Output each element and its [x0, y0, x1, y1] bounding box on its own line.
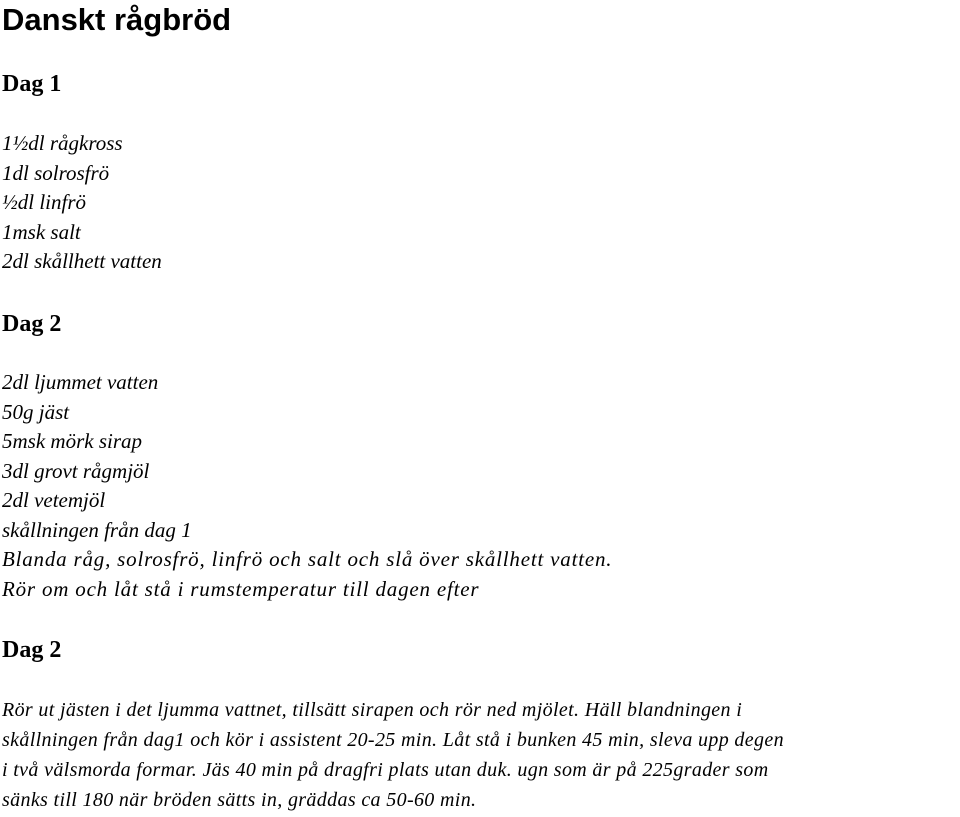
ingredient-list-day-2	[2, 368, 192, 545]
instruction-line: skållningen från dag1 och kör i assistent 20-25 min. Låt stå i bunken 45 min, sleva upp degen	[2, 729, 784, 751]
instruction-line: Rör om och låt stå i rumstemperatur till dagen efter	[2, 576, 480, 601]
instruction-line: sänks till 180 när bröden sätts in, gräddas ca 50-60 min.	[2, 789, 477, 811]
instruction-line: Rör ut jästen i det ljumma vattnet, tillsätt sirapen och rör ned mjölet. Häll blandningen i	[2, 699, 743, 721]
page-title: Danskt rågbröd	[2, 2, 232, 37]
section-heading-day-2-second: Dag 2	[2, 637, 62, 663]
ingredient-list-day-1	[2, 129, 162, 277]
ingredient-item: skållningen från dag 1	[2, 517, 192, 542]
instruction-line: i två välsmorda formar. Jäs 40 min på dragfri plats utan duk. ugn som är på 225grader som	[2, 759, 769, 781]
ingredient-item: 50g jäst	[2, 399, 70, 424]
instructions-day-2	[2, 695, 784, 815]
ingredient-item: 2dl skållhett vatten	[2, 249, 162, 273]
ingredient-item: 3dl grovt rågmjöl	[2, 458, 150, 483]
instructions-day-1	[2, 545, 612, 604]
ingredient-item: ½dl linfrö	[2, 190, 87, 214]
ingredient-item: 2dl ljummet vatten	[2, 370, 159, 394]
ingredient-item: 2dl vetemjöl	[2, 488, 106, 512]
ingredient-item: 1dl solrosfrö	[2, 160, 110, 185]
ingredient-item: 5msk mörk sirap	[2, 429, 142, 453]
ingredient-item: 1msk salt	[2, 219, 81, 244]
ingredient-item: 1½dl rågkross	[2, 131, 123, 155]
section-heading-day-2: Dag 2	[2, 311, 62, 337]
section-heading-day-1: Dag 1	[2, 71, 62, 97]
instruction-line: Blanda råg, solrosfrö, linfrö och salt och slå över skållhett vatten.	[2, 547, 613, 571]
